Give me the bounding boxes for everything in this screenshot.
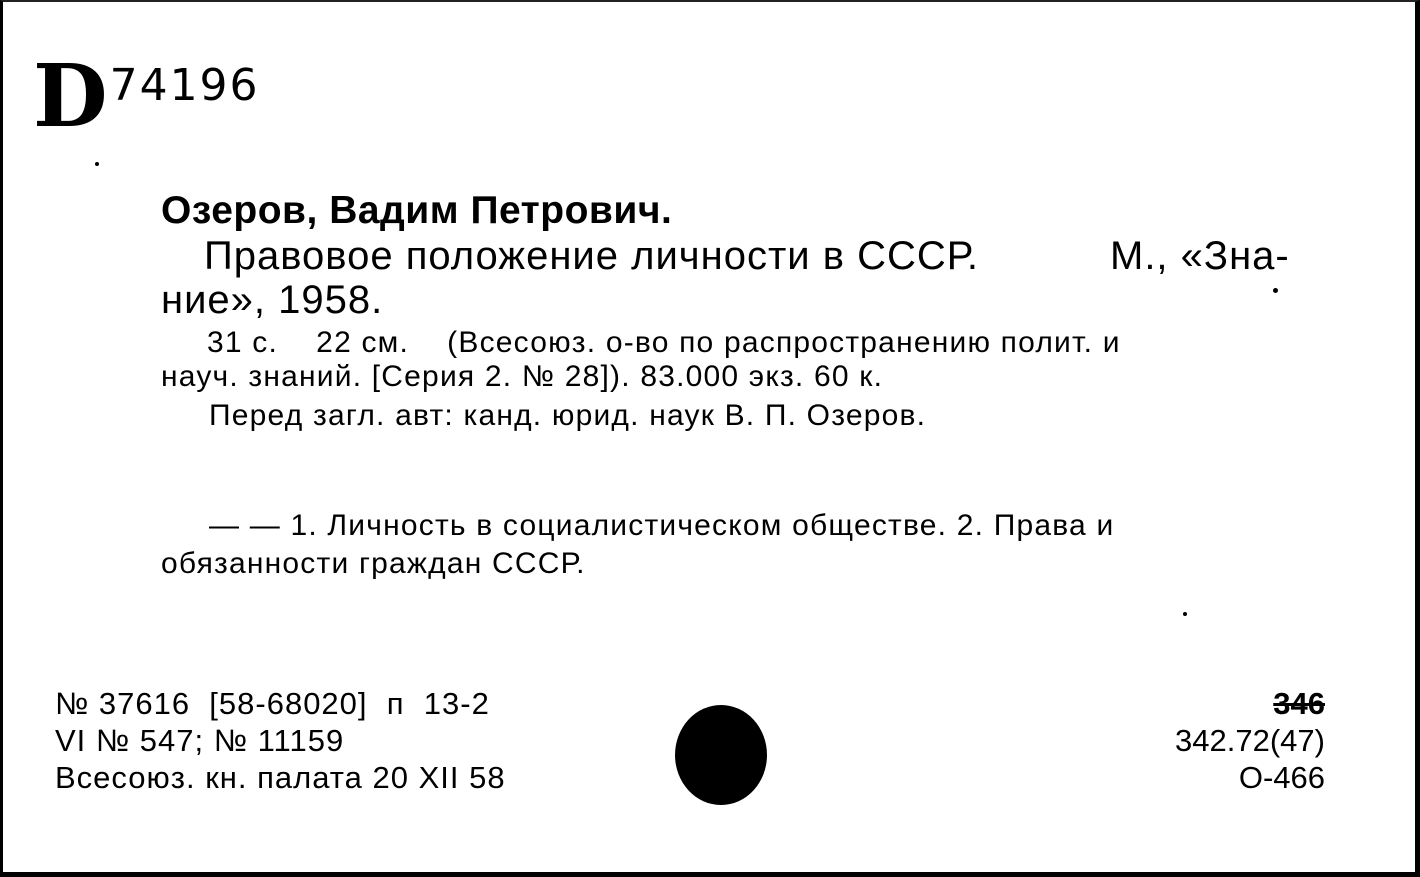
call-number	[33, 46, 260, 147]
old-class-code: 346	[1273, 686, 1325, 721]
title-line-2: ние», 1958.	[161, 278, 384, 322]
ink-speck	[1273, 288, 1278, 293]
imprint-line-2: VI № 547; № 11159	[55, 723, 345, 758]
punch-hole	[675, 705, 767, 805]
author-note: Перед загл. авт: канд. юрид. наук В. П. Озеров.	[209, 399, 927, 432]
imprint-line-1: № 37616 [58-68020] п 13-2	[55, 686, 490, 721]
call-number-letter: D	[33, 46, 106, 147]
ink-speck	[95, 162, 99, 166]
subjects-line-1: — — 1. Личность в социалистическом обществе. 2. Права и	[209, 509, 1115, 542]
udc-code: 342.72(47)	[1175, 723, 1325, 758]
author-mark: О-466	[1238, 760, 1325, 795]
subjects-line-2: обязанности граждан СССР.	[161, 547, 586, 580]
author-heading: Озеров, Вадим Петрович.	[161, 189, 673, 232]
description-line-1: 31 с. 22 см. (Всесоюз. о-во по распространению полит. и	[207, 326, 1121, 359]
imprint-line-3: Всесоюз. кн. палата 20 XII 58	[55, 760, 506, 795]
title-line-1: Правовое положение личности в СССР.	[204, 234, 979, 278]
call-number-digits: 74196	[109, 60, 260, 111]
publisher-part-1: М., «Зна-	[1110, 234, 1290, 278]
description-line-2: науч. знаний. [Серия 2. № 28]). 83.000 экз. 60 к.	[161, 360, 884, 393]
ink-speck	[1183, 612, 1187, 616]
